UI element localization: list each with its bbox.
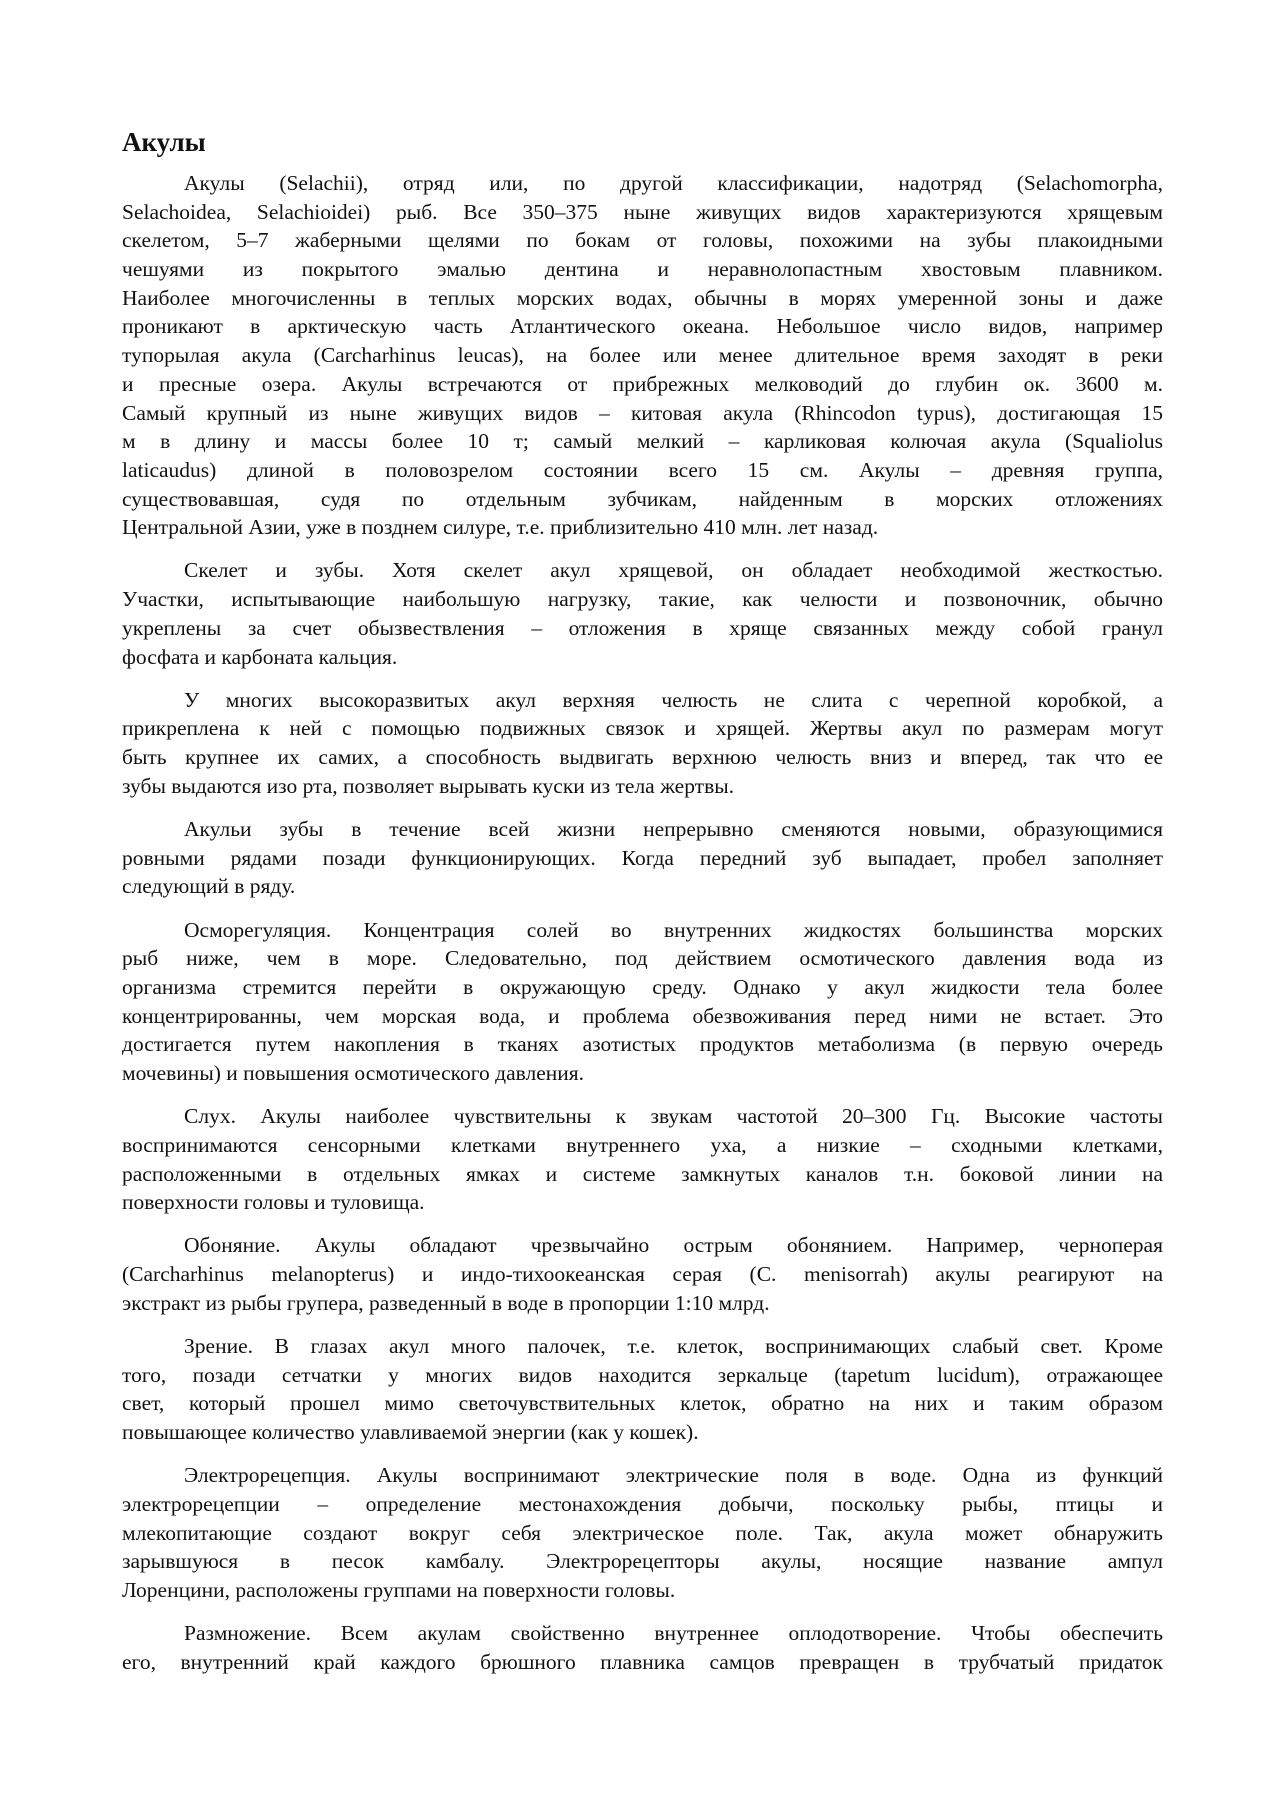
text-line: тупорылая акула (Carcharhinus leucas), на более или менее длительное время заходят в реки [122, 343, 1163, 368]
text-line: Selachoidea, Selachioidei) рыб. Все 350–375 ныне живущих видов характеризуются хрящевым [122, 199, 1163, 224]
document-body [122, 169, 1163, 1677]
text-line: Зрение. В глазах акул много палочек, т.е. клеток, воспринимающих слабый свет. Кроме [184, 1333, 1163, 1358]
text-line: Размножение. Всем акулам свойственно внутреннее оплодотворение. Чтобы обеспечить [184, 1621, 1163, 1646]
text-line: быть крупнее их самих, а способность выдвигать верхнюю челюсть вниз и вперед, так что ее [122, 745, 1163, 770]
text-line: (Carcharhinus melanopterus) и индо-тихоокеанская серая (C. menisorrah) акулы реагируют на [122, 1262, 1163, 1287]
text-line: У многих высокоразвитых акул верхняя челюсть не слита с черепной коробкой, а [184, 687, 1163, 712]
paragraph [122, 169, 1163, 542]
text-line: Наиболее многочисленны в теплых морских водах, обычны в морях умеренной зоны и даже [122, 285, 1163, 310]
paragraph [122, 1231, 1163, 1317]
text-line: расположенными в отдельных ямках и системе замкнутых каналов т.н. боковой линии на [122, 1161, 1163, 1186]
text-line: Участки, испытывающие наибольшую нагрузку, такие, как челюсти и позвоночник, обычно [122, 587, 1163, 612]
text-line: скелетом, 5–7 жаберными щелями по бокам от головы, похожими на зубы плакоидными [122, 228, 1163, 253]
text-line: млекопитающие создают вокруг себя электрическое поле. Так, акула может обнаружить [122, 1520, 1163, 1545]
text-line: электрорецепции – определение местонахождения добычи, поскольку рыбы, птицы и [122, 1491, 1163, 1516]
text-line: laticaudus) длиной в половозрелом состоянии всего 15 см. Акулы – древняя группа, [122, 457, 1163, 482]
text-line: Скелет и зубы. Хотя скелет акул хрящевой, он обладает необходимой жесткостью. [184, 558, 1163, 583]
paragraph [122, 1619, 1163, 1676]
paragraph [122, 1461, 1163, 1604]
text-line: Самый крупный из ныне живущих видов – китовая акула (Rhincodon typus), достигающая 15 [122, 400, 1163, 425]
text-line: Осморегуляция. Концентрация солей во внутренних жидкостях большинства морских [184, 917, 1163, 942]
paragraph [122, 686, 1163, 801]
text-line: Обоняние. Акулы обладают чрезвычайно острым обонянием. Например, черноперая [184, 1233, 1163, 1258]
text-line: его, внутренний край каждого брюшного плавника самцов превращен в трубчатый придаток [122, 1649, 1163, 1674]
text-line: укреплены за счет обызвествления – отложения в хряще связанных между собой гранул [122, 615, 1163, 640]
text-line: свет, который прошел мимо светочувствительных клеток, обратно на них и таким образом [122, 1391, 1163, 1416]
text-line: того, позади сетчатки у многих видов находится зеркальце (tapetum lucidum), отражающее [122, 1362, 1163, 1387]
text-line: следующий в ряду. [122, 874, 296, 899]
text-line: организма стремится перейти в окружающую среду. Однако у акул жидкости тела более [122, 974, 1163, 999]
paragraph [122, 815, 1163, 901]
text-line: поверхности головы и туловища. [122, 1190, 425, 1215]
text-line: экстракт из рыбы групера, разведенный в воде в пропорции 1:10 млрд. [122, 1290, 770, 1315]
text-line: рыб ниже, чем в море. Следовательно, под действием осмотического давления вода из [122, 946, 1163, 971]
paragraph [122, 556, 1163, 671]
paragraph [122, 916, 1163, 1088]
paragraph [122, 1332, 1163, 1447]
text-line: воспринимаются сенсорными клетками внутреннего уха, а низкие – сходными клетками, [122, 1132, 1163, 1157]
text-line: Слух. Акулы наиболее чувствительны к звукам частотой 20–300 Гц. Высокие частоты [184, 1104, 1163, 1129]
text-line: Электрорецепция. Акулы воспринимают электрические поля в воде. Одна из функций [184, 1463, 1163, 1488]
text-line: м в длину и массы более 10 т; самый мелкий – карликовая колючая акула (Squaliolus [122, 429, 1163, 454]
text-line: и пресные озера. Акулы встречаются от прибрежных мелководий до глубин ок. 3600 м. [122, 371, 1163, 396]
text-line: мочевины) и повышения осмотического давления. [122, 1060, 585, 1085]
text-line: Центральной Азии, уже в позднем силуре, т.е. приблизительно 410 млн. лет назад. [122, 515, 879, 540]
text-line: проникают в арктическую часть Атлантического океана. Небольшое число видов, например [122, 314, 1163, 339]
text-line: достигается путем накопления в тканях азотистых продуктов метаболизма (в первую очередь [122, 1032, 1163, 1057]
text-line: фосфата и карбоната кальция. [122, 644, 398, 669]
text-line: зарывшуюся в песок камбалу. Электрорецепторы акулы, носящие название ампул [122, 1549, 1163, 1574]
text-line: зубы выдаются изо рта, позволяет вырывать куски из тела жертвы. [122, 773, 735, 798]
document-title: Акулы [122, 127, 206, 157]
paragraph [122, 1102, 1163, 1217]
text-line: концентрированны, чем морская вода, и проблема обезвоживания перед ними не встает. Это [122, 1003, 1163, 1028]
text-line: повышающее количество улавливаемой энергии (как у кошек). [122, 1420, 699, 1444]
text-line: чешуями из покрытого эмалью дентина и неравнолопастным хвостовым плавником. [122, 257, 1163, 282]
text-line: Лоренцини, расположены группами на поверхности головы. [122, 1577, 676, 1602]
text-line: прикреплена к ней с помощью подвижных связок и хрящей. Жертвы акул по размерам могут [122, 716, 1163, 741]
text-line: Акулы (Selachii), отряд или, по другой классификации, надотряд (Selachomorpha, [184, 171, 1163, 195]
text-line: ровными рядами позади функционирующих. Когда передний зуб выпадает, пробел заполняет [122, 845, 1163, 870]
text-line: Акульи зубы в течение всей жизни непрерывно сменяются новыми, образующимися [184, 816, 1163, 841]
text-line: существовавшая, судя по отдельным зубчикам, найденным в морских отложениях [122, 486, 1163, 511]
document-page [122, 124, 1163, 1691]
